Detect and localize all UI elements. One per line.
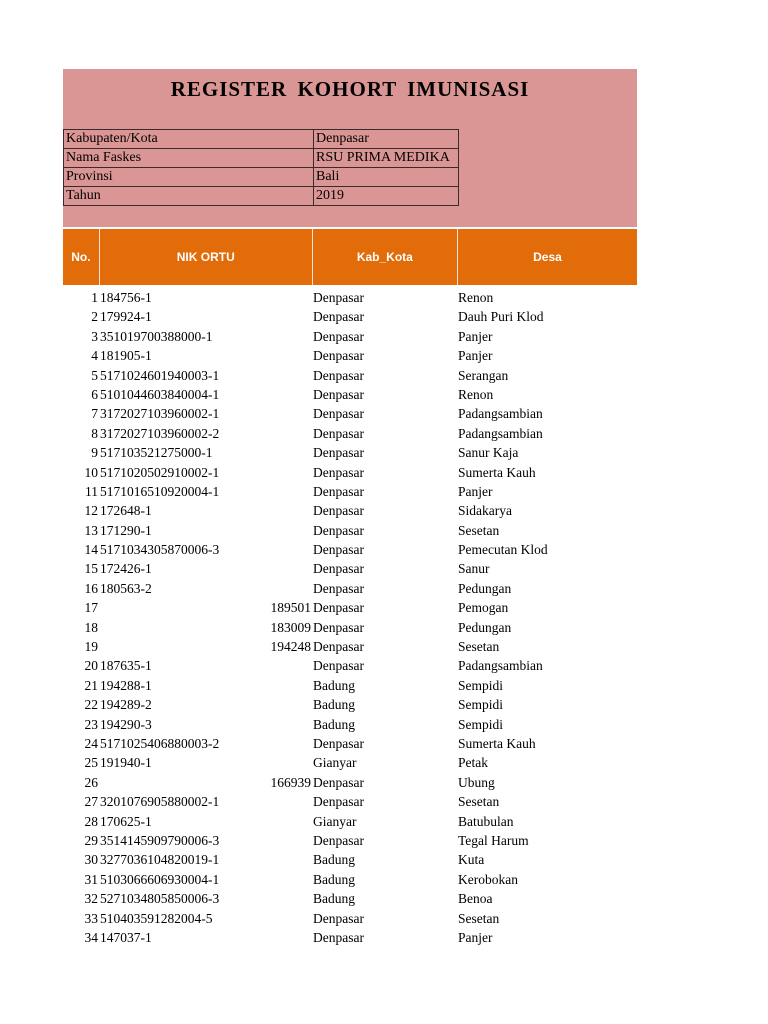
row-number: 22 (84, 697, 98, 713)
row-number: 30 (84, 852, 98, 868)
nik-cell: 172648-1 (100, 503, 152, 519)
nik-cell: 3514145909790006-3 (100, 832, 220, 848)
kab-kota-cell: Denpasar (313, 290, 364, 305)
table-row (63, 366, 637, 385)
row-number: 12 (84, 503, 98, 519)
kab-kota-cell: Denpasar (313, 483, 364, 499)
nik-cell: 5103066606930004-1 (100, 871, 220, 887)
nik-cell: 3277036104820019-1 (100, 852, 220, 868)
table-row (63, 656, 637, 675)
table-row (63, 521, 637, 540)
column-header-kab-kota: Kab_Kota (313, 229, 458, 285)
nik-cell: 517103521275000-1 (100, 445, 213, 461)
table-row (63, 346, 637, 365)
desa-cell: Padangsambian (458, 658, 543, 674)
table-row (63, 637, 637, 656)
nik-cell: 194288-1 (100, 677, 152, 693)
desa-cell: Sempidi (458, 677, 504, 693)
nik-cell: 181905-1 (100, 348, 152, 364)
desa-cell: Kerobokan (458, 871, 518, 887)
nik-cell: 194290-3 (100, 716, 152, 732)
desa-cell: Sumerta Kauh (458, 735, 536, 751)
kab-kota-cell: Denpasar (313, 832, 364, 848)
desa-cell: Sanur Kaja (458, 445, 519, 461)
table-row (63, 870, 637, 889)
meta-row (64, 149, 459, 168)
kab-kota-cell: Gianyar (313, 813, 357, 829)
nik-cell: 194248 (270, 639, 311, 655)
nik-cell: 3201076905880002-1 (100, 794, 220, 810)
desa-cell: Sesetan (458, 910, 500, 926)
row-number: 4 (91, 348, 98, 364)
desa-cell: Sesetan (458, 639, 500, 655)
meta-value: RSU PRIMA MEDIKA (314, 149, 459, 168)
kab-kota-cell: Denpasar (313, 929, 364, 945)
desa-cell: Renon (458, 386, 494, 402)
column-header-row (63, 229, 637, 285)
table-row (63, 424, 637, 443)
desa-cell: Sanur (458, 561, 490, 577)
row-number: 9 (91, 445, 98, 461)
nik-cell: 184756-1 (100, 290, 152, 305)
nik-cell: 3172027103960002-2 (100, 425, 220, 441)
table-row (63, 812, 637, 831)
row-number: 33 (84, 910, 98, 926)
nik-cell: 179924-1 (100, 309, 152, 325)
meta-label: Tahun (64, 187, 314, 206)
row-number: 21 (84, 677, 98, 693)
table-row (63, 792, 637, 811)
column-header-desa: Desa (533, 250, 562, 264)
kab-kota-cell: Denpasar (313, 328, 364, 344)
row-number: 2 (91, 309, 98, 325)
desa-cell: Batubulan (458, 813, 514, 829)
kab-kota-cell: Gianyar (313, 755, 357, 771)
meta-label: Nama Faskes (64, 149, 314, 168)
kab-kota-cell: Badung (313, 891, 355, 907)
table-row (63, 501, 637, 520)
desa-cell: Tegal Harum (458, 832, 529, 848)
row-number: 10 (84, 464, 98, 480)
table-row (63, 288, 637, 307)
nik-cell: 191940-1 (100, 755, 152, 771)
row-number: 1 (91, 290, 98, 305)
row-number: 20 (84, 658, 98, 674)
row-number: 18 (84, 619, 98, 635)
table-row (63, 463, 637, 482)
table-row (63, 753, 637, 772)
kab-kota-cell: Denpasar (313, 406, 364, 422)
kab-kota-cell: Denpasar (313, 774, 364, 790)
nik-cell: 189501 (270, 600, 311, 616)
desa-cell: Padangsambian (458, 425, 543, 441)
table-row (63, 385, 637, 404)
kab-kota-cell: Denpasar (313, 542, 364, 558)
meta-row (64, 187, 459, 206)
kab-kota-cell: Denpasar (313, 639, 364, 655)
kab-kota-cell: Badung (313, 852, 355, 868)
desa-cell: Renon (458, 290, 494, 305)
kab-kota-cell: Denpasar (313, 309, 364, 325)
kab-kota-cell: Denpasar (313, 561, 364, 577)
row-number: 7 (91, 406, 98, 422)
desa-cell: Pemecutan Klod (458, 542, 548, 558)
nik-cell: 510403591282004-5 (100, 910, 213, 926)
desa-cell: Pedungan (458, 580, 512, 596)
row-number: 23 (84, 716, 98, 732)
desa-cell: Sesetan (458, 522, 500, 538)
nik-cell: 166939 (270, 774, 311, 790)
meta-value: Denpasar (314, 130, 459, 149)
register-sheet (63, 69, 637, 947)
table-row (63, 327, 637, 346)
kab-kota-cell: Denpasar (313, 910, 364, 926)
data-rows (63, 288, 637, 947)
nik-cell: 5171016510920004-1 (100, 483, 220, 499)
desa-cell: Sempidi (458, 716, 504, 732)
row-number: 27 (84, 794, 98, 810)
desa-cell: Pemogan (458, 600, 509, 616)
nik-cell: 5101044603840004-1 (100, 386, 220, 402)
meta-row (64, 168, 459, 187)
desa-cell: Ubung (458, 774, 495, 790)
row-number: 6 (91, 386, 98, 402)
table-row (63, 404, 637, 423)
column-header-no: No. (63, 229, 100, 285)
nik-cell: 5171020502910002-1 (100, 464, 220, 480)
desa-cell: Benoa (458, 891, 493, 907)
row-number: 32 (84, 891, 98, 907)
row-number: 31 (84, 871, 98, 887)
desa-cell: Dauh Puri Klod (458, 309, 544, 325)
nik-cell: 147037-1 (100, 929, 152, 945)
kab-kota-cell: Denpasar (313, 445, 364, 461)
row-number: 14 (84, 542, 98, 558)
kab-kota-cell: Badung (313, 871, 355, 887)
table-row (63, 928, 637, 947)
row-number: 26 (84, 774, 98, 790)
kab-kota-cell: Badung (313, 677, 355, 693)
row-number: 25 (84, 755, 98, 771)
row-number: 17 (84, 600, 98, 616)
kab-kota-cell: Denpasar (313, 658, 364, 674)
kab-kota-cell: Denpasar (313, 464, 364, 480)
table-row (63, 850, 637, 869)
nik-cell: 5171024601940003-1 (100, 367, 220, 383)
kab-kota-cell: Denpasar (313, 794, 364, 810)
desa-cell: Panjer (458, 483, 493, 499)
desa-cell: Sidakarya (458, 503, 512, 519)
table-row (63, 482, 637, 501)
row-number: 11 (85, 483, 98, 499)
kab-kota-cell: Denpasar (313, 367, 364, 383)
desa-cell: Petak (458, 755, 488, 771)
table-row (63, 443, 637, 462)
table-row (63, 773, 637, 792)
nik-cell: 351019700388000-1 (100, 328, 213, 344)
row-number: 8 (91, 425, 98, 441)
kab-kota-cell: Denpasar (313, 600, 364, 616)
column-header-nik: NIK ORTU (100, 229, 313, 285)
kab-kota-cell: Denpasar (313, 522, 364, 538)
row-number: 29 (84, 832, 98, 848)
nik-cell: 187635-1 (100, 658, 152, 674)
desa-cell: Serangan (458, 367, 509, 383)
desa-cell: Padangsambian (458, 406, 543, 422)
table-row (63, 889, 637, 908)
nik-cell: 172426-1 (100, 561, 152, 577)
desa-cell: Kuta (458, 852, 485, 868)
desa-cell: Sumerta Kauh (458, 464, 536, 480)
row-number: 34 (84, 929, 98, 945)
meta-value: 2019 (314, 187, 459, 206)
nik-cell: 194289-2 (100, 697, 152, 713)
nik-cell: 171290-1 (100, 522, 152, 538)
desa-cell: Pedungan (458, 619, 512, 635)
table-row (63, 559, 637, 578)
kab-kota-cell: Denpasar (313, 386, 364, 402)
kab-kota-cell: Denpasar (313, 503, 364, 519)
table-row (63, 540, 637, 559)
nik-cell: 5171034305870006-3 (100, 542, 220, 558)
table-row (63, 676, 637, 695)
desa-cell: Sesetan (458, 794, 500, 810)
kab-kota-cell: Denpasar (313, 735, 364, 751)
meta-label: Provinsi (64, 168, 314, 187)
meta-table (63, 129, 459, 206)
meta-row (64, 130, 459, 149)
table-row (63, 695, 637, 714)
table-row (63, 618, 637, 637)
table-row (63, 831, 637, 850)
row-number: 5 (91, 367, 98, 383)
header-band (63, 69, 637, 227)
page-title: REGISTER KOHORT IMUNISASI (170, 77, 530, 101)
row-number: 28 (84, 813, 98, 829)
nik-cell: 183009 (270, 619, 311, 635)
nik-cell: 5271034805850006-3 (100, 891, 220, 907)
table-row (63, 598, 637, 617)
row-number: 19 (84, 639, 98, 655)
table-row (63, 579, 637, 598)
nik-cell: 5171025406880003-2 (100, 735, 220, 751)
kab-kota-cell: Denpasar (313, 619, 364, 635)
table-row (63, 909, 637, 928)
row-number: 13 (84, 522, 98, 538)
meta-value: Bali (314, 168, 459, 187)
kab-kota-cell: Badung (313, 716, 355, 732)
nik-cell: 3172027103960002-1 (100, 406, 220, 422)
row-number: 16 (84, 580, 98, 596)
kab-kota-cell: Denpasar (313, 348, 364, 364)
table-row (63, 715, 637, 734)
desa-cell: Sempidi (458, 697, 504, 713)
row-number: 3 (91, 328, 98, 344)
kab-kota-cell: Denpasar (313, 425, 364, 441)
desa-cell: Panjer (458, 328, 493, 344)
table-row (63, 734, 637, 753)
nik-cell: 170625-1 (100, 813, 152, 829)
meta-label: Kabupaten/Kota (64, 130, 314, 149)
row-number: 15 (84, 561, 98, 577)
table-row (63, 307, 637, 326)
row-number: 24 (84, 735, 98, 751)
kab-kota-cell: Denpasar (313, 580, 364, 596)
nik-cell: 180563-2 (100, 580, 152, 596)
kab-kota-cell: Badung (313, 697, 355, 713)
desa-cell: Panjer (458, 348, 493, 364)
desa-cell: Panjer (458, 929, 493, 945)
